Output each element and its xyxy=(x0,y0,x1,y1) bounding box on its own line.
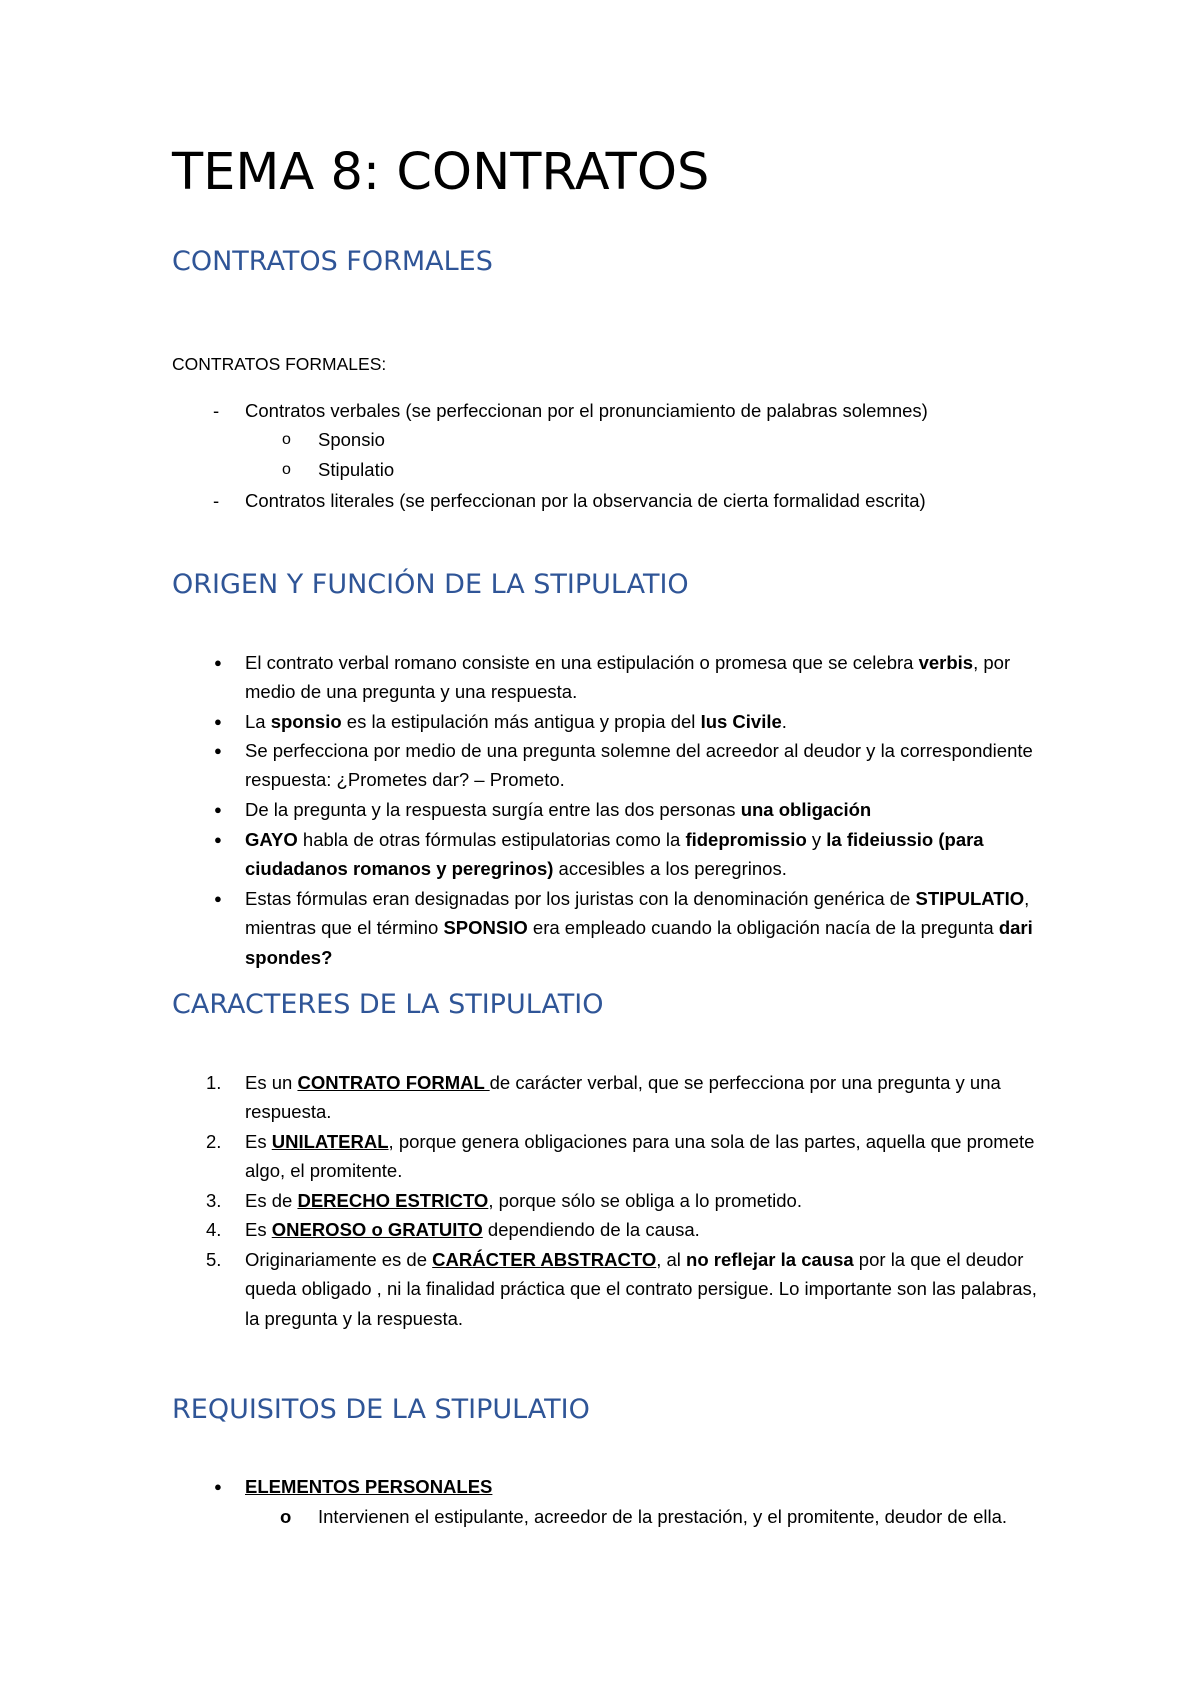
heading-origen-funcion: ORIGEN Y FUNCIÓN DE LA STIPULATIO xyxy=(172,569,689,600)
number-marker: 2. xyxy=(206,1131,222,1152)
dash-marker: - xyxy=(213,400,220,421)
bullet-marker: ● xyxy=(214,832,222,847)
list-item-text: Stipulatio xyxy=(318,459,395,480)
bullet-marker: ● xyxy=(214,1479,222,1494)
number-marker: 3. xyxy=(206,1190,222,1211)
list-item-text: Originariamente es de CARÁCTER ABSTRACTO, al no reflejar la causa por la que el deudor queda obligado , ni la finalidad práctica que el contrato persigue. Lo importante son las palabras, la pregunta y la respuesta. xyxy=(245,1249,1037,1329)
list-item-text: Contratos verbales (se perfeccionan por el pronunciamiento de palabras solemnes) xyxy=(245,400,928,421)
bullet-marker: ● xyxy=(214,891,222,906)
bullet-marker: ● xyxy=(214,802,222,817)
list-item-text: Es un CONTRATO FORMAL de carácter verbal, que se perfecciona por una pregunta y una respuesta. xyxy=(245,1072,1001,1123)
list-item-text: ELEMENTOS PERSONALES xyxy=(245,1476,493,1497)
bullet-marker: ● xyxy=(214,714,222,729)
list-item-text: Se perfecciona por medio de una pregunta solemne del acreedor al deudor y la correspondiente respuesta: ¿Prometes dar? – Prometo. xyxy=(245,740,1033,791)
circle-marker: o xyxy=(282,431,291,448)
list-item-text: De la pregunta y la respuesta surgía entre las dos personas una obligación xyxy=(245,799,872,820)
list-item-text: Contratos literales (se perfeccionan por la observancia de cierta formalidad escrita) xyxy=(245,490,926,511)
heading-caracteres: CARACTERES DE LA STIPULATIO xyxy=(172,989,604,1020)
list-item-text: Es UNILATERAL, porque genera obligaciones para una sola de las partes, aquella que promete algo, el promitente. xyxy=(245,1131,1035,1182)
label-contratos-formales: CONTRATOS FORMALES: xyxy=(172,354,387,374)
number-marker: 5. xyxy=(206,1249,222,1270)
heading-requisitos: REQUISITOS DE LA STIPULATIO xyxy=(172,1394,590,1425)
circle-marker: o xyxy=(282,461,291,478)
list-item-text: GAYO habla de otras fórmulas estipulatorias como la fidepromissio y la fideiussio (para ciudadanos romanos y peregrinos) accesibles a los peregrinos. xyxy=(245,829,984,880)
list-item-text: Sponsio xyxy=(318,429,385,450)
heading-contratos-formales: CONTRATOS FORMALES xyxy=(172,246,493,277)
list-item-text: Intervienen el estipulante, acreedor de la prestación, y el promitente, deudor de ella. xyxy=(318,1506,1008,1527)
number-marker: 4. xyxy=(206,1219,222,1240)
list-item-text: Estas fórmulas eran designadas por los juristas con la denominación genérica de STIPULATIO, mientras que el término SPONSIO era empleado cuando la obligación nacía de la pregunta dari spondes? xyxy=(245,888,1033,968)
list-item-text: El contrato verbal romano consiste en una estipulación o promesa que se celebra verbis, por medio de una pregunta y una respuesta. xyxy=(245,652,1011,703)
bullet-marker: ● xyxy=(214,655,222,670)
list-item-text: La sponsio es la estipulación más antigua y propia del Ius Civile. xyxy=(245,711,787,732)
list-item-text: Es de DERECHO ESTRICTO, porque sólo se obliga a lo prometido. xyxy=(245,1190,802,1211)
bullet-marker: ● xyxy=(214,743,222,758)
list-item-text: Es ONEROSO o GRATUITO dependiendo de la causa. xyxy=(245,1219,700,1240)
document-title: TEMA 8: CONTRATOS xyxy=(172,143,710,202)
dash-marker: - xyxy=(213,490,220,511)
number-marker: 1. xyxy=(206,1072,222,1093)
circle-marker: o xyxy=(280,1506,292,1527)
